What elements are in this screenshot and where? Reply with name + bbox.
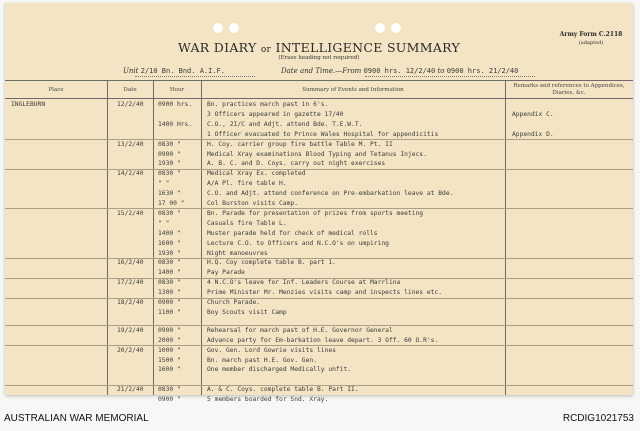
row-remarks: Appendix C. <box>512 110 554 118</box>
row-place <box>11 337 79 344</box>
row-remarks <box>512 170 582 177</box>
row-place <box>11 299 79 306</box>
row-remarks <box>512 347 582 354</box>
row-date <box>117 309 155 316</box>
row-hour: 1400 Hrs. <box>158 120 193 128</box>
row-date <box>117 121 155 128</box>
title-war-diary: WAR DIARY <box>177 40 257 55</box>
row-summary: Pay Parade <box>207 269 245 277</box>
row-hour <box>158 131 204 138</box>
row-remarks <box>512 269 582 276</box>
punch-hole-right <box>375 23 385 33</box>
row-hour: " " <box>158 219 170 227</box>
row-place: INGLEBURN <box>11 101 46 108</box>
unit-label: Unit <box>123 67 139 75</box>
row-date: 15/2/40 <box>117 209 144 217</box>
col-header-summary: Summary of Events and Information <box>302 87 404 93</box>
row-hour: 0900 " <box>158 299 181 306</box>
row-summary: Boy Scouts visit Camp <box>207 308 287 316</box>
date-separator <box>5 325 633 326</box>
row-summary: Col Burston visits Camp. <box>207 200 298 207</box>
row-hour: 1400 " <box>158 269 181 277</box>
row-place <box>11 250 79 257</box>
date-separator <box>5 139 633 140</box>
date-from-value: 0900 hrs. 12/2/40 <box>363 67 436 75</box>
row-place <box>11 269 79 276</box>
row-remarks <box>512 386 582 393</box>
row-hour: 0900 " <box>158 396 181 404</box>
row-summary: One member discharged Medically unfit. <box>207 366 352 374</box>
row-hour: 1500 " <box>158 356 181 364</box>
form-number-text: Army Form C.2118 <box>559 31 623 38</box>
row-hour: 1630 " <box>158 190 181 198</box>
row-date <box>117 396 155 403</box>
row-summary: H.Q. Coy complete table B. part 1. <box>207 259 336 267</box>
row-place <box>11 121 79 128</box>
row-summary: 3 Officers appeared in gazette 17/40 <box>207 110 344 118</box>
row-date <box>117 200 155 207</box>
row-remarks <box>512 396 582 403</box>
row-remarks <box>512 101 582 108</box>
row-hour <box>158 111 204 118</box>
row-hour: 0830 " <box>158 140 181 148</box>
row-date <box>117 240 155 247</box>
form-adapted: (adapted) <box>578 40 604 46</box>
row-date <box>117 357 155 364</box>
row-date <box>117 337 155 344</box>
row-date: 13/2/40 <box>117 140 144 148</box>
row-place <box>11 259 79 266</box>
row-hour: 0900 hrs. <box>158 101 193 108</box>
row-place <box>11 151 79 158</box>
row-place <box>11 180 79 187</box>
row-date <box>117 131 155 138</box>
row-date: 12/2/40 <box>117 101 144 108</box>
row-date: 19/2/40 <box>117 326 144 334</box>
row-place <box>11 309 79 316</box>
row-summary: 1 Officer evacuated to Prince Wales Hospital for appendicitis <box>207 130 439 138</box>
row-summary: H. Coy. carrier group fire battle Table M. Pt. II <box>207 140 393 148</box>
row-summary: A. & C. Coys. complete table B. Part II. <box>207 386 359 394</box>
row-summary: Lecture C.O. to Officers and N.C.O's on umpiring <box>207 239 389 247</box>
col-header-remarks: Remarks and references to Appendices, Diaries, &c. <box>513 83 625 96</box>
row-place <box>11 111 79 118</box>
row-place <box>11 357 79 364</box>
col-header-place: Place <box>48 87 64 93</box>
date-separator <box>5 385 633 386</box>
row-date <box>117 269 155 276</box>
row-place <box>11 190 79 197</box>
col-divider-summary <box>505 80 506 395</box>
row-remarks <box>512 366 582 373</box>
row-place <box>11 240 79 247</box>
row-summary: Bn. practices march past in 6's. <box>207 101 329 108</box>
row-remarks <box>512 151 582 158</box>
row-remarks: Appendix D. <box>512 130 554 138</box>
row-place <box>11 131 79 138</box>
row-date: 18/2/40 <box>117 299 144 306</box>
col-divider-place <box>107 80 108 395</box>
punch-hole-left-2 <box>229 23 239 33</box>
row-hour: 0830 " <box>158 170 181 178</box>
footer-archive-name: AUSTRALIAN WAR MEMORIAL <box>4 413 149 424</box>
row-remarks <box>512 299 582 306</box>
col-header-date: Date <box>123 87 137 93</box>
row-place <box>11 200 79 207</box>
row-place <box>11 220 79 227</box>
unit-dotted-line <box>135 76 255 77</box>
row-summary: 5 members boarded for Snd. Xray. <box>207 396 329 404</box>
row-place <box>11 170 79 177</box>
unit-value: 2/10 Bn. Bnd. A.I.F. <box>140 67 225 75</box>
row-remarks <box>512 240 582 247</box>
date-separator <box>5 169 633 170</box>
row-remarks <box>512 190 582 197</box>
row-date <box>117 111 155 118</box>
row-remarks <box>512 279 582 286</box>
row-summary: Advance party for Em-barkation leave depart. 3 Off. 60 O.R's. <box>207 336 439 344</box>
date-from-label: Date and Time.—From <box>281 67 362 75</box>
row-summary: Bn. Parade for presentation of prizes from sports meeting <box>207 209 424 217</box>
row-place <box>11 279 79 286</box>
date-separator <box>5 278 633 279</box>
row-remarks <box>512 327 582 334</box>
row-remarks <box>512 289 582 296</box>
row-remarks <box>512 357 582 364</box>
row-summary: C.O., 2I/C and Adjt. attend Bde. T.E.W.T. <box>207 120 363 128</box>
diary-page <box>5 3 633 404</box>
page-subtitle: (Erase heading not required) <box>278 55 360 61</box>
title-intelligence-summary: INTELLIGENCE SUMMARY <box>275 40 461 55</box>
row-remarks <box>512 259 582 266</box>
row-date <box>117 160 155 167</box>
date-line <box>281 67 518 75</box>
row-date <box>117 366 155 373</box>
table-top-rule <box>5 80 633 81</box>
footer-record-id: RCDIG1021753 <box>562 413 634 424</box>
row-date <box>117 230 155 237</box>
row-place <box>11 141 79 148</box>
row-place <box>11 396 79 403</box>
date-to-value: 0900 hrs. 21/2/40 <box>446 67 519 75</box>
row-date <box>117 289 155 296</box>
row-date <box>117 220 155 227</box>
row-remarks <box>512 121 582 128</box>
row-remarks <box>512 180 582 187</box>
row-summary: Casuals fire Table L. <box>207 219 287 227</box>
row-remarks <box>512 160 582 167</box>
row-hour: 0900 " <box>158 326 181 334</box>
row-date <box>117 250 155 257</box>
row-hour: " " <box>158 180 170 188</box>
col-header-hour: Hour <box>169 87 185 93</box>
date-separator <box>5 345 633 346</box>
row-summary: Muster parade held for check of medical rolls <box>207 229 378 237</box>
row-date: 14/2/40 <box>117 170 144 178</box>
row-hour: 1600 " <box>158 239 181 247</box>
row-place <box>11 289 79 296</box>
date-dotted-line <box>365 76 535 77</box>
row-hour: 1100 " <box>158 308 181 316</box>
title-or: or <box>260 45 272 55</box>
row-summary: Rehearsal for march past of H.E. Governor General <box>207 326 393 334</box>
row-date: 20/2/40 <box>117 346 144 354</box>
row-summary: Bn. march past H.E. Gov. Gen. <box>207 356 317 364</box>
row-summary: 4 N.C.O's leave for Inf. Leaders Course at Marrlina <box>207 279 401 287</box>
row-date <box>117 190 155 197</box>
row-place <box>11 347 79 354</box>
row-date: 16/2/40 <box>117 259 144 267</box>
row-summary: A/A Pl. fire table H. <box>207 180 287 188</box>
unit-line <box>123 67 225 75</box>
row-place <box>11 386 79 393</box>
table-header-rule <box>5 98 633 99</box>
row-hour: 0830 " <box>158 279 181 287</box>
row-place <box>11 230 79 237</box>
row-hour: 0830 " <box>158 209 181 217</box>
row-summary: A. B. C. and D. Coys. carry out night exercises <box>207 160 386 168</box>
row-summary: Prime Minister Mr. Menzies visits camp and inspects lines etc. <box>207 289 443 297</box>
punch-hole-right-2 <box>391 23 401 33</box>
row-date: 21/2/40 <box>117 386 144 394</box>
row-date <box>117 151 155 158</box>
row-date: 17/2/40 <box>117 279 144 287</box>
row-place <box>11 210 79 217</box>
row-remarks <box>512 210 582 217</box>
row-summary: Night manoeuvres <box>207 249 268 257</box>
row-hour: 0830 " <box>158 386 181 394</box>
row-summary: Medical Xray examinations Blood Typing and Tetanus Injecs. <box>207 150 427 158</box>
row-hour: 1930 " <box>158 160 181 168</box>
date-to-label: to <box>437 67 445 75</box>
row-summary: Church Parade. <box>207 299 261 306</box>
date-separator <box>5 258 633 259</box>
row-summary: Gov. Gen. Lord Gowrie visits lines <box>207 346 336 354</box>
row-date <box>117 180 155 187</box>
row-hour: 1400 " <box>158 229 181 237</box>
row-summary: Medical Xray Ex. completed <box>207 170 306 178</box>
row-hour: 1600 " <box>158 366 181 374</box>
row-hour: 1000 " <box>158 346 181 354</box>
row-remarks <box>512 141 582 148</box>
row-hour: 17 00 " <box>158 200 185 207</box>
punch-hole-left <box>213 23 223 33</box>
row-remarks <box>512 309 582 316</box>
row-summary: C.O. and Adjt. attend conference on Pre-embarkation leave at Bde. <box>207 190 454 198</box>
row-place <box>11 327 79 334</box>
row-place <box>11 366 79 373</box>
date-separator <box>5 298 633 299</box>
row-hour: 1930 " <box>158 249 181 257</box>
row-place <box>11 160 79 167</box>
row-hour: 0830 " <box>158 259 181 267</box>
page-title <box>5 40 633 55</box>
row-remarks <box>512 250 582 257</box>
row-remarks <box>512 337 582 344</box>
row-remarks <box>512 200 582 207</box>
row-remarks <box>512 220 582 227</box>
date-separator <box>5 208 633 209</box>
row-remarks <box>512 230 582 237</box>
row-hour: 0900 " <box>158 150 181 158</box>
row-hour: 2000 " <box>158 336 181 344</box>
row-hour: 1300 " <box>158 289 181 297</box>
